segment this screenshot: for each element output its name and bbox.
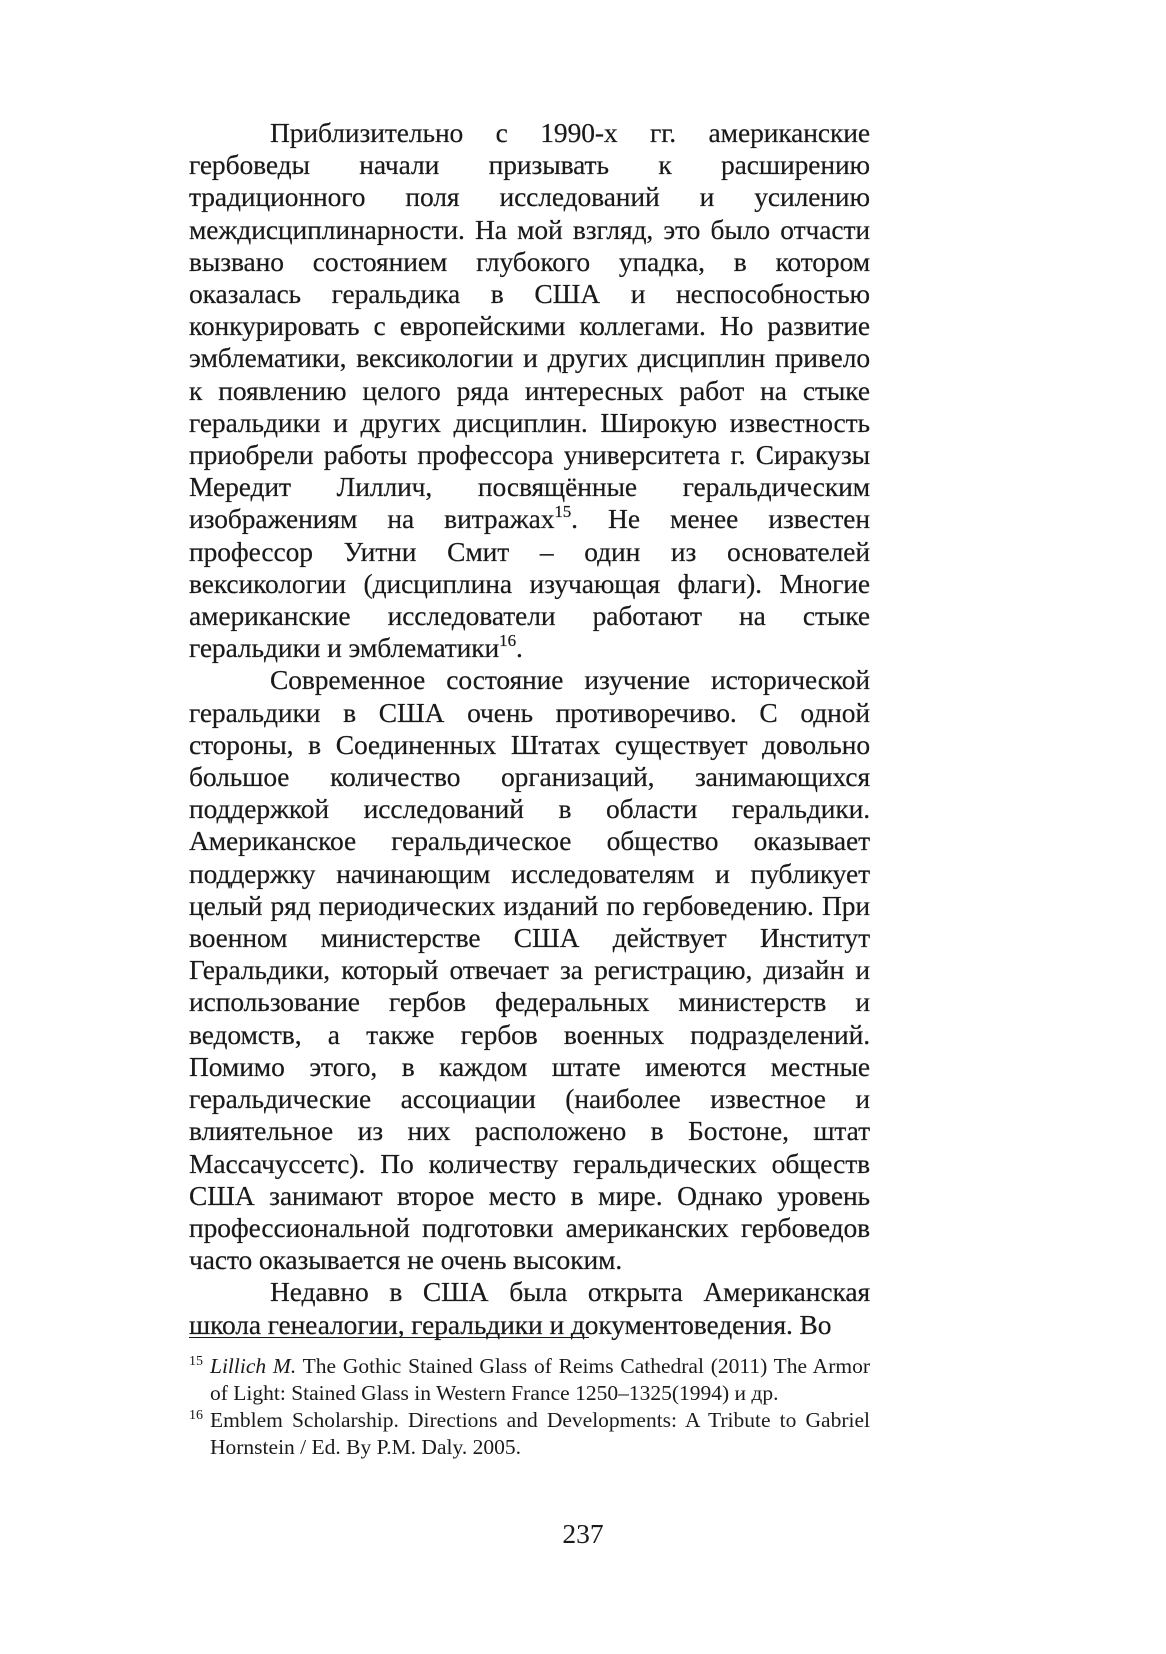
footnote-text: Emblem Scholarship. Directions and Developments: A Tribute to Gabriel Hornstein / Ed. By P.M. Daly. 2005.: [210, 1408, 870, 1459]
main-text: [189, 117, 870, 1341]
footnote-16: [189, 1407, 870, 1461]
footnote-number: 16: [189, 1408, 203, 1423]
footnote-text: The Gothic Stained Glass of Reims Cathedral (2011) The Armor of Light: Stained Glass in Western France 1250–1325(1994) и др.: [210, 1354, 870, 1405]
footnote-number: 15: [189, 1354, 203, 1369]
paragraph-3: Недавно в США была открыта Американская школа генеалогии, геральдики и документоведения. Во: [189, 1276, 870, 1340]
footnote-separator: [189, 1337, 589, 1338]
footnote-ref-16[interactable]: 16: [499, 631, 516, 651]
paragraph-1-text-middle: . Не менее известен профессор Уитни Смит – один из основателей вексикологии (дисциплина изучающая флаги). Многие американские исследователи работают на стыке геральдики и эмблематики: [189, 503, 871, 664]
paragraph-1-text-after: .: [515, 632, 523, 664]
footnote-ref-15[interactable]: 15: [554, 502, 572, 522]
page-number: 237: [562, 1518, 604, 1549]
footnotes: [189, 1353, 870, 1461]
footnote-author: Lillich M.: [210, 1354, 297, 1378]
footnote-15: [189, 1353, 870, 1407]
paragraph-1: [189, 117, 870, 664]
paragraph-2: Современное состояние изучение исторической геральдики в США очень противоречиво. С одной стороны, в Соединенных Штатах существует довольно большое количество организаций, занимающихся поддержкой исследований в области геральдики. Американское геральдическое общество оказывает поддержку начинающим исследователям и публикует целый ряд периодических изданий по гербоведению. При военном министерстве США действует Институт Геральдики, который отвечает за регистрацию, дизайн и использование гербов федеральных министерств и ведомств, а также гербов военных подразделений. Помимо этого, в каждом штате имеются местные геральдические ассоциации (наиболее известное и влиятельное из них расположено в Бостоне, штат Массачуссетс). По количеству геральдических обществ США занимают второе место в мире. Однако уровень профессиональной подготовки американских гербоведов часто оказывается не очень высоким.: [189, 664, 870, 1276]
paragraph-1-text-before: Приблизительно с 1990-х гг. американские гербоведы начали призывать к расширению традиционного поля исследований и усилению междисциплинарности. На мой взгляд, это было отчасти вызвано состоянием глубокого упадка, в котором оказалась геральдика в США и неспособностью конкурировать с европейскими коллегами. Но развитие эмблематики, вексикологии и других дисциплин привело к появлению целого ряда интересных работ на стыке геральдики и других дисциплин. Широкую известность приобрели работы профессора университета г. Сиракузы Мередит Лиллич, посвящённые геральдическим изображениям на витражах: [189, 117, 870, 535]
